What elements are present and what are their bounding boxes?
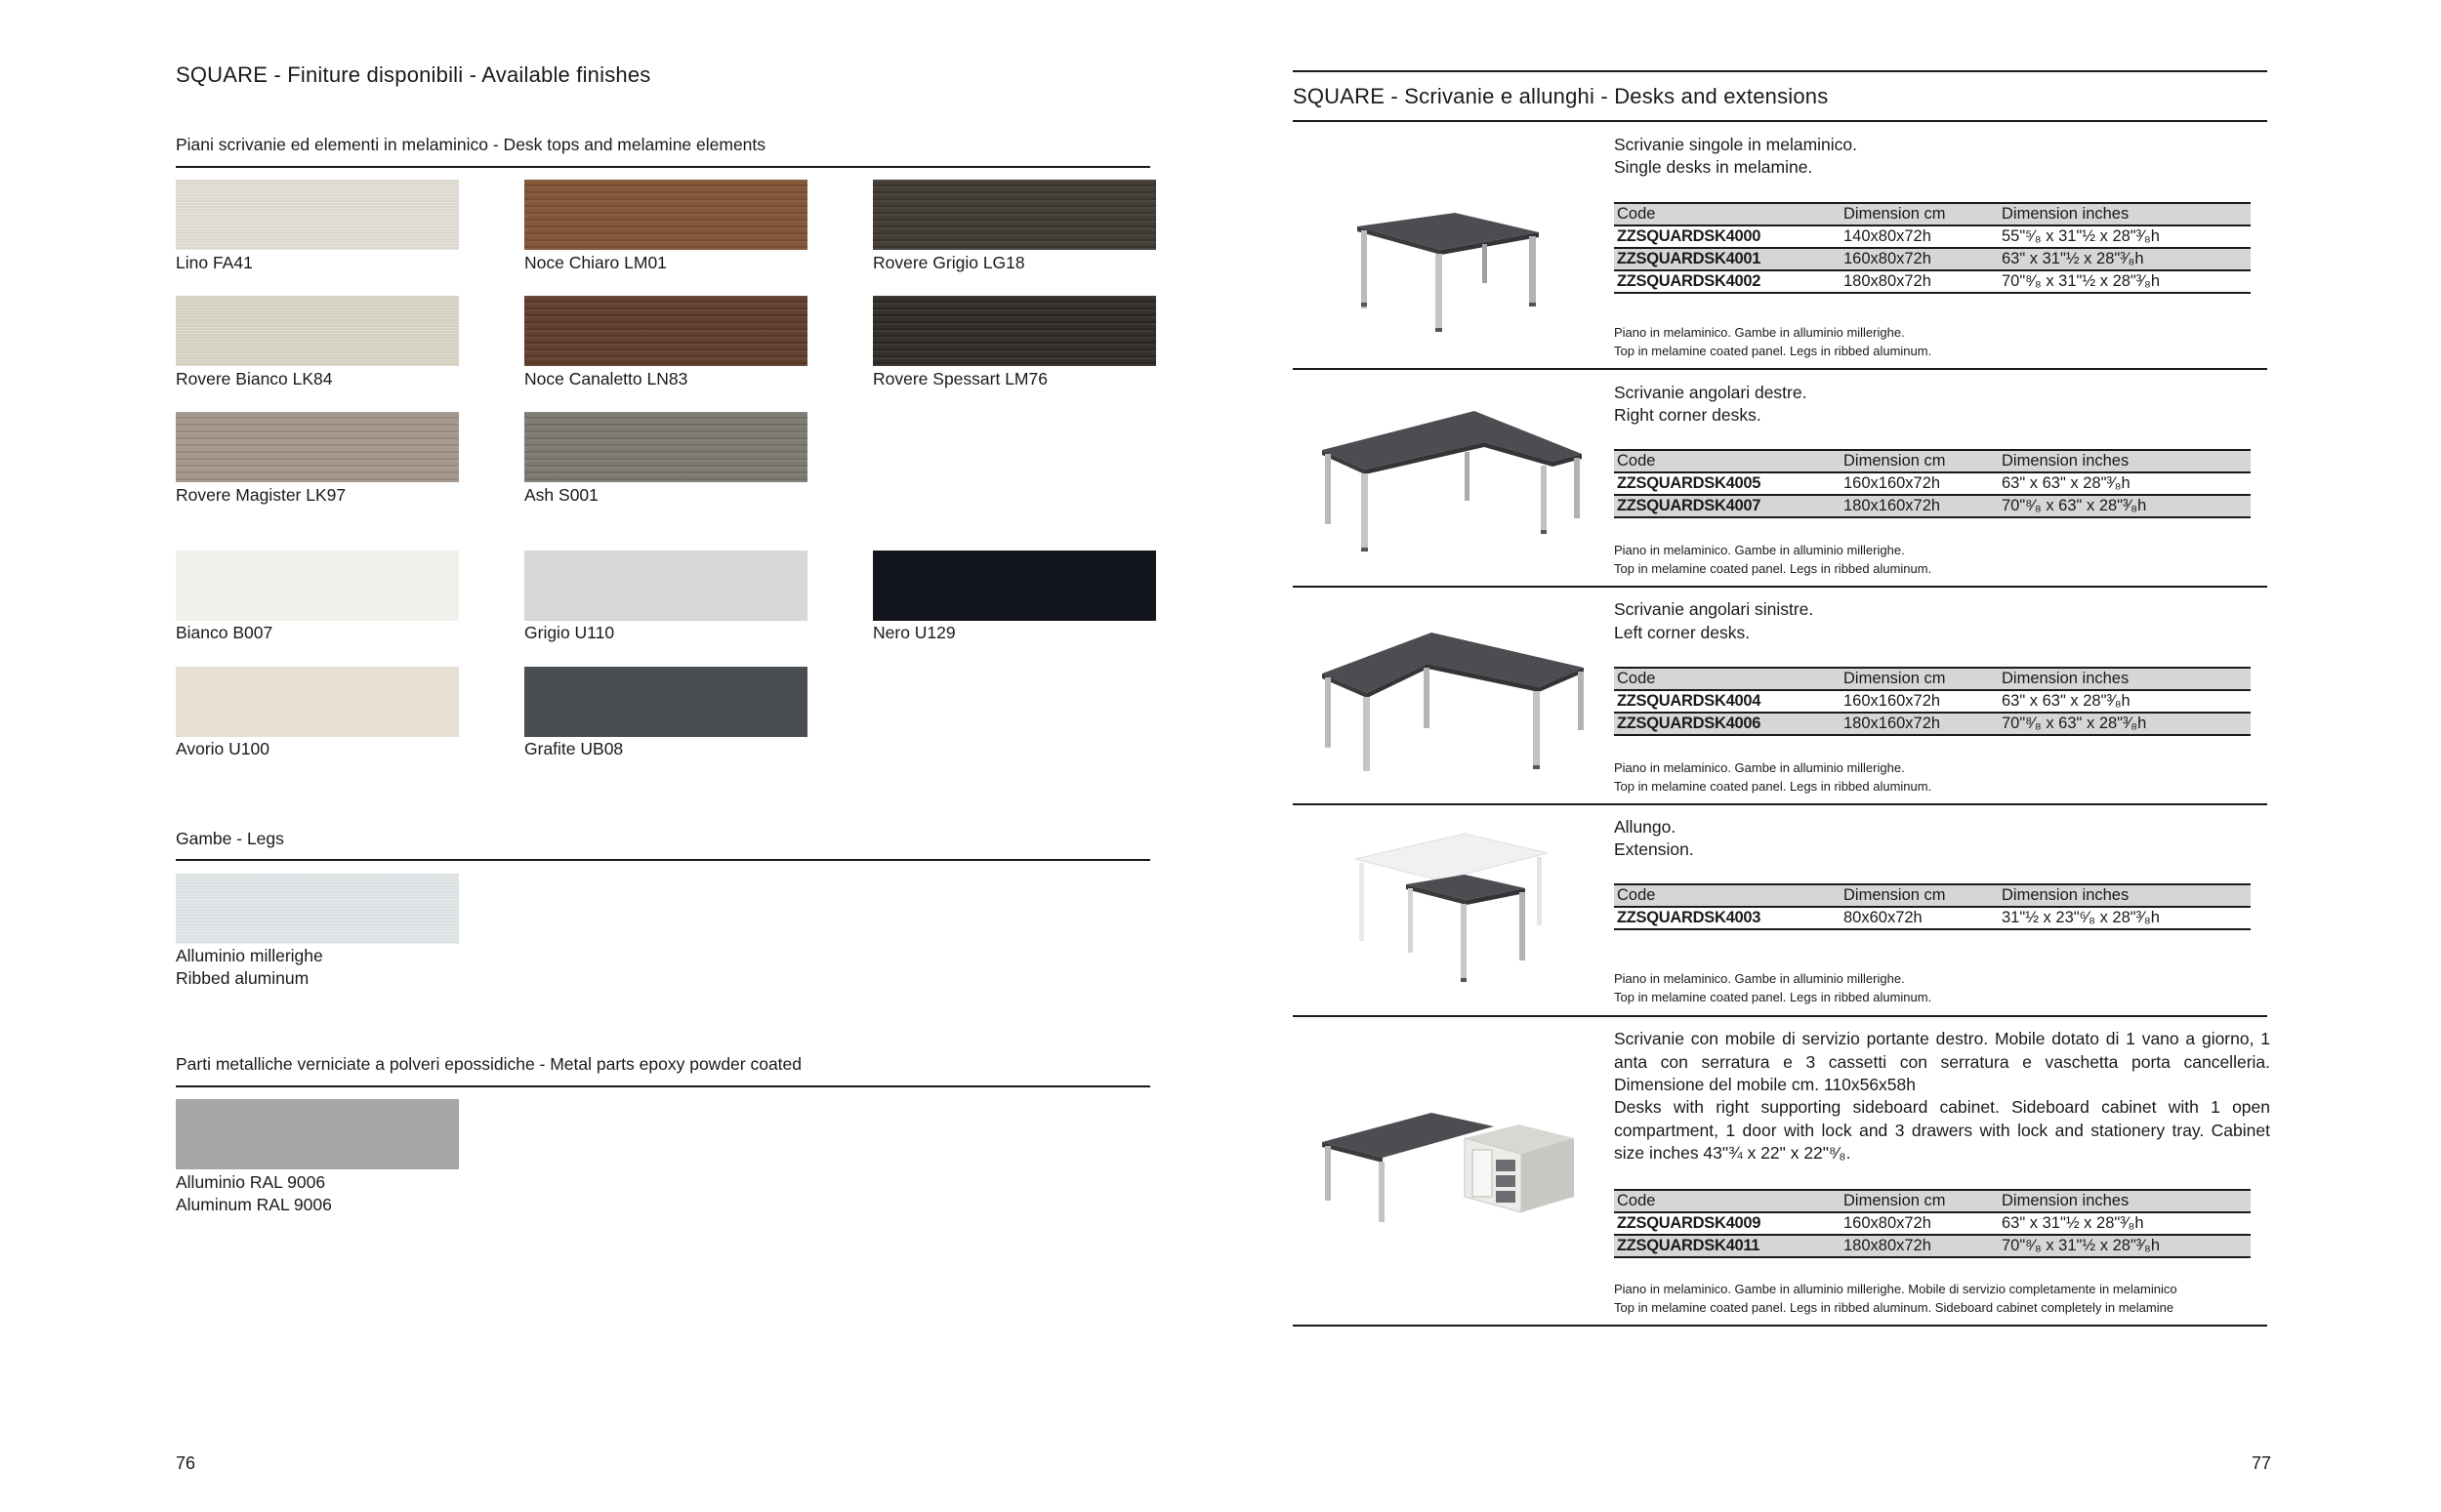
header-cm: Dimension cm xyxy=(1841,884,1999,907)
header-code: Code xyxy=(1614,884,1841,907)
finish-swatch-nero[interactable] xyxy=(873,551,1156,621)
product-4-desc-en: Extension. xyxy=(1614,839,1694,859)
product-5-table xyxy=(1614,1189,2251,1258)
table-row xyxy=(1614,495,2251,517)
finish-label: Nero U129 xyxy=(873,623,956,642)
dimension-cm: 80x60x72h xyxy=(1841,907,1999,929)
header-cm: Dimension cm xyxy=(1841,1190,1999,1212)
dimension-inches: 31"½ x 23"⁶⁄₈ x 28"³⁄₈h xyxy=(1999,907,2251,929)
product-code: ZZSQUARDSK4000 xyxy=(1614,225,1841,248)
finish-swatch-rovere-grigio[interactable] xyxy=(873,180,1156,250)
dimension-cm: 160x160x72h xyxy=(1841,690,1999,713)
dimension-cm: 180x80x72h xyxy=(1841,1235,1999,1257)
product-code: ZZSQUARDSK4002 xyxy=(1614,270,1841,293)
extension-desk-image xyxy=(1347,830,1562,996)
finish-label: Noce Canaletto LN83 xyxy=(524,369,688,388)
metal-section-heading: Parti metalliche verniciate a polveri epossidiche - Metal parts epoxy powder coated xyxy=(176,1054,803,1074)
dimension-inches: 63" x 31"½ x 28"³⁄₈h xyxy=(1999,248,2251,270)
legs-section-heading: Gambe - Legs xyxy=(176,829,284,848)
product-4-note-it: Piano in melaminico. Gambe in alluminio millerighe. xyxy=(1614,971,1905,986)
header-code: Code xyxy=(1614,1190,1841,1212)
dimension-cm: 180x160x72h xyxy=(1841,713,1999,735)
legs-section-rule xyxy=(176,859,1150,861)
header-inches: Dimension inches xyxy=(1999,884,2251,907)
metal-section-rule xyxy=(176,1085,1150,1087)
finish-swatch-bianco[interactable] xyxy=(176,551,459,621)
finish-swatch-ash[interactable] xyxy=(524,412,807,482)
finish-swatch-grigio[interactable] xyxy=(524,551,807,621)
page-number-left: 76 xyxy=(176,1453,196,1473)
finish-swatch-noce-canaletto[interactable] xyxy=(524,296,807,366)
legs-label-it: Alluminio millerighe xyxy=(176,946,323,965)
finish-label: Grigio U110 xyxy=(524,623,615,642)
legs-swatch[interactable] xyxy=(176,874,459,944)
dimension-cm: 160x80x72h xyxy=(1841,248,1999,270)
product-4-table xyxy=(1614,883,2251,930)
finish-swatch-noce-chiaro[interactable] xyxy=(524,180,807,250)
dimension-inches: 70"⁸⁄₈ x 63" x 28"³⁄₈h xyxy=(1999,713,2251,735)
header-inches: Dimension inches xyxy=(1999,450,2251,472)
finish-swatch-lino[interactable] xyxy=(176,180,459,250)
header-inches: Dimension inches xyxy=(1999,668,2251,690)
header-inches: Dimension inches xyxy=(1999,1190,2251,1212)
dimension-cm: 140x80x72h xyxy=(1841,225,1999,248)
table-row xyxy=(1614,472,2251,495)
dimension-cm: 160x80x72h xyxy=(1841,1212,1999,1235)
product-3-note-en: Top in melamine coated panel. Legs in ribbed aluminum. xyxy=(1614,779,1932,794)
right-title-rule-bottom xyxy=(1293,120,2267,122)
finish-swatch-rovere-spessart[interactable] xyxy=(873,296,1156,366)
header-code: Code xyxy=(1614,668,1841,690)
finish-label: Rovere Spessart LM76 xyxy=(873,369,1048,388)
finish-label: Rovere Magister LK97 xyxy=(176,485,347,505)
metal-label-it: Alluminio RAL 9006 xyxy=(176,1172,326,1192)
right-title-rule-top xyxy=(1293,70,2267,72)
metal-label-en: Aluminum RAL 9006 xyxy=(176,1195,332,1214)
metal-swatch[interactable] xyxy=(176,1099,459,1169)
table-row xyxy=(1614,713,2251,735)
melamine-section-rule xyxy=(176,166,1150,168)
finish-swatch-rovere-magister[interactable] xyxy=(176,412,459,482)
table-row xyxy=(1614,270,2251,293)
product-2-desc-it: Scrivanie angolari destre. xyxy=(1614,383,1807,402)
table-row xyxy=(1614,248,2251,270)
product-code: ZZSQUARDSK4007 xyxy=(1614,495,1841,517)
header-cm: Dimension cm xyxy=(1841,203,1999,225)
dimension-cm: 180x80x72h xyxy=(1841,270,1999,293)
finish-label: Ash S001 xyxy=(524,485,599,505)
table-row xyxy=(1614,907,2251,929)
finish-label: Lino FA41 xyxy=(176,253,253,272)
finish-label: Rovere Bianco LK84 xyxy=(176,369,333,388)
product-5-note-en: Top in melamine coated panel. Legs in ribbed aluminum. Sideboard cabinet completely in melamine xyxy=(1614,1300,2174,1315)
table-row xyxy=(1614,1212,2251,1235)
dimension-inches: 63" x 31"½ x 28"³⁄₈h xyxy=(1999,1212,2251,1235)
legs-label-en: Ribbed aluminum xyxy=(176,968,310,988)
product-3-table xyxy=(1614,667,2251,736)
page-number-right: 77 xyxy=(2252,1453,2272,1473)
dimension-cm: 160x160x72h xyxy=(1841,472,1999,495)
product-3-note-it: Piano in melaminico. Gambe in alluminio millerighe. xyxy=(1614,760,1905,775)
header-inches: Dimension inches xyxy=(1999,203,2251,225)
product-5-desc-en: Desks with right supporting sideboard cabinet. Sideboard cabinet with 1 open compartment, 1 door with lock and 3 drawers with lock and stationery tray. Cabinet size inches 43"¾ x 22" x 22"⁸⁄₈. xyxy=(1614,1097,2270,1163)
melamine-section-heading: Piani scrivanie ed elementi in melaminico - Desk tops and melamine elements xyxy=(176,135,766,154)
table-row xyxy=(1614,1235,2251,1257)
product-divider xyxy=(1293,586,2267,588)
product-code: ZZSQUARDSK4011 xyxy=(1614,1235,1841,1257)
product-divider xyxy=(1293,803,2267,805)
product-code: ZZSQUARDSK4003 xyxy=(1614,907,1841,929)
finish-label: Grafite UB08 xyxy=(524,739,624,758)
single-desk-image xyxy=(1347,195,1543,342)
finish-swatch-avorio[interactable] xyxy=(176,667,459,737)
product-divider xyxy=(1293,368,2267,370)
product-4-note-en: Top in melamine coated panel. Legs in ribbed aluminum. xyxy=(1614,990,1932,1004)
finish-swatch-rovere-bianco[interactable] xyxy=(176,296,459,366)
product-5-note-it: Piano in melaminico. Gambe in alluminio millerighe. Mobile di servizio completamente in melaminico xyxy=(1614,1282,2177,1296)
table-row xyxy=(1614,225,2251,248)
header-code: Code xyxy=(1614,450,1841,472)
product-1-desc-en: Single desks in melamine. xyxy=(1614,157,1813,177)
header-code: Code xyxy=(1614,203,1841,225)
right-corner-desk-image xyxy=(1318,405,1592,561)
product-2-note-en: Top in melamine coated panel. Legs in ribbed aluminum. xyxy=(1614,561,1932,576)
product-1-table xyxy=(1614,202,2251,294)
product-divider xyxy=(1293,1015,2267,1017)
product-5-desc-it: Scrivanie con mobile di servizio portante destro. Mobile dotato di 1 vano a giorno, 1 anta con serratura e 3 cassetti con serratura e vaschetta porta cancelleria. Dimensione del mobile cm. 110x56x58h xyxy=(1614,1029,2270,1094)
finish-label: Noce Chiaro LM01 xyxy=(524,253,667,272)
right-page-title: SQUARE - Scrivanie e allunghi - Desks and extensions xyxy=(1293,84,1829,108)
finish-label: Rovere Grigio LG18 xyxy=(873,253,1025,272)
product-code: ZZSQUARDSK4005 xyxy=(1614,472,1841,495)
dimension-inches: 70"⁸⁄₈ x 31"½ x 28"³⁄₈h xyxy=(1999,270,2251,293)
product-1-desc-it: Scrivanie singole in melaminico. xyxy=(1614,135,1857,154)
finish-swatch-grafite[interactable] xyxy=(524,667,807,737)
finish-label: Avorio U100 xyxy=(176,739,269,758)
table-row xyxy=(1614,690,2251,713)
dimension-inches: 55"⁵⁄₈ x 31"½ x 28"³⁄₈h xyxy=(1999,225,2251,248)
finish-label: Bianco B007 xyxy=(176,623,273,642)
left-corner-desk-image xyxy=(1318,625,1592,781)
product-2-desc-en: Right corner desks. xyxy=(1614,405,1761,425)
product-code: ZZSQUARDSK4006 xyxy=(1614,713,1841,735)
product-1-note-en: Top in melamine coated panel. Legs in ribbed aluminum. xyxy=(1614,344,1932,358)
product-1-note-it: Piano in melaminico. Gambe in alluminio millerighe. xyxy=(1614,325,1905,340)
header-cm: Dimension cm xyxy=(1841,450,1999,472)
product-code: ZZSQUARDSK4009 xyxy=(1614,1212,1841,1235)
dimension-inches: 70"⁸⁄₈ x 31"½ x 28"³⁄₈h xyxy=(1999,1235,2251,1257)
header-cm: Dimension cm xyxy=(1841,668,1999,690)
dimension-inches: 63" x 63" x 28"³⁄₈h xyxy=(1999,690,2251,713)
product-4-desc-it: Allungo. xyxy=(1614,817,1676,837)
product-3-desc-it: Scrivanie angolari sinistre. xyxy=(1614,599,1814,619)
dimension-cm: 180x160x72h xyxy=(1841,495,1999,517)
dimension-inches: 70"⁸⁄₈ x 63" x 28"³⁄₈h xyxy=(1999,495,2251,517)
product-code: ZZSQUARDSK4001 xyxy=(1614,248,1841,270)
left-page-title: SQUARE - Finiture disponibili - Available finishes xyxy=(176,62,651,87)
sideboard-desk-image xyxy=(1318,1103,1582,1230)
dimension-inches: 63" x 63" x 28"³⁄₈h xyxy=(1999,472,2251,495)
product-2-table xyxy=(1614,449,2251,518)
product-code: ZZSQUARDSK4004 xyxy=(1614,690,1841,713)
product-divider xyxy=(1293,1325,2267,1327)
product-2-note-it: Piano in melaminico. Gambe in alluminio millerighe. xyxy=(1614,543,1905,557)
product-3-desc-en: Left corner desks. xyxy=(1614,623,1751,642)
